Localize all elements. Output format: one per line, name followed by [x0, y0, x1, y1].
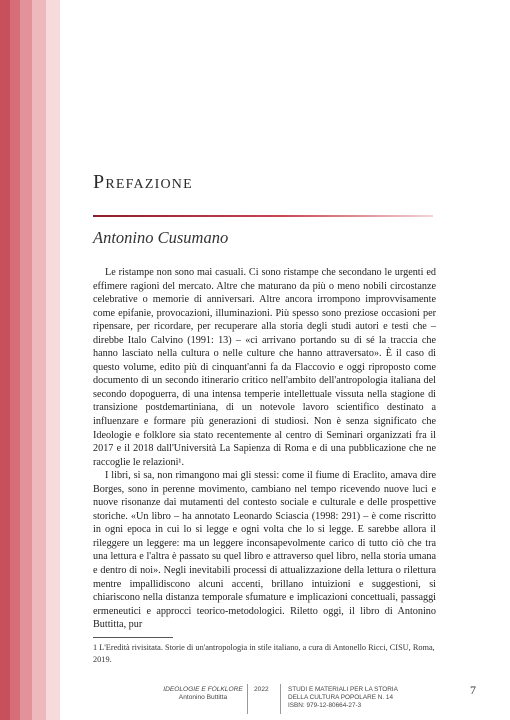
paragraph: I libri, si sa, non rimangono mai gli stessi: come il fiume di Eraclito, amava dire Borges, sono in perenne movimento, cambiano nel tempo ricevendo nuove luci e nuove risonanze dai mutamenti del contesto sociale e culturale e delle prospettive storiche. «Un libro – ha annotato Leonardo Sciascia (1998: 291) – è come riscritto in ogni epoca in cui lo si legge e ogni volta che lo si legge. E sarebbe allora il rileggere un leggere: ma un leggere inconsapevolmente carico di tutto ciò che tra una lettura e l'altra è passato su quel libro e attraverso quel libro, nella storia umana e dentro di noi». Negli inevitabili processi di attualizzazione della lettura o rilettura mentre impallidiscono alcuni accenti, brillano intuizioni e suggestioni, si chiariscono nella distanza temporale sfumature e implicazioni concettuali, passaggi ermeneutici e approcci teorico-metodologici. Riletto oggi, il libro di Antonino Buttitta, pur	[93, 470, 436, 631]
footer-book-author: Antonino Buttitta	[178, 694, 228, 701]
chapter-title: Prefazione	[93, 171, 193, 193]
footer-series-line: DELLA CULTURA POPOLARE N. 14	[288, 694, 394, 701]
decorative-stripe-5	[46, 0, 60, 720]
title-rule	[93, 215, 433, 217]
footer-series-info	[288, 686, 408, 710]
footer-divider	[247, 684, 248, 714]
footer-year: 2022	[254, 686, 269, 693]
decorative-stripe-1	[0, 0, 10, 720]
author-name: Antonino Cusumano	[93, 228, 229, 247]
decorative-stripe-2	[10, 0, 20, 720]
footer-divider	[280, 684, 281, 714]
decorative-stripe-3	[20, 0, 32, 720]
decorative-stripe-4	[32, 0, 46, 720]
paragraph: Le ristampe non sono mai casuali. Ci sono ristampe che secondano le urgenti ed effimere ragioni del mercato. Altre che maturano da più o meno nobili circostanze celebrative o memorie di anniversari. Altre ancora irrompono improvvisamente come epifanie, provocazioni, illuminazioni. Più spesso sono preziose occasioni per ripensare, per ricordare, per recuperare alla storia degli studi autori e testi che – direbbe Italo Calvino (1991: 13) – «ci arrivano portando su di sé la traccia che hanno lasciato nella cultura o nelle culture che hanno attraversato». È il caso di questo volume, edito più di cinquant'anni fa da Flaccovio e oggi riproposto come documento di un secondo itinerario critico nell'ambito dell'antropologia italiana del secondo dopoguerra, di una intensa temperie intellettuale vissuta nella stagione di transizione postdemartiniana, di un notevole lavoro scientifico destinato a influenzare e formare più generazioni di studiosi. Non è senza significato che Ideologie e folklore sia stato recentemente al centro di Seminari organizzati fra il 2017 e il 2018 dall'Università La Sapienza di Roma e di una pubblicazione che ne raccoglie le relazioni¹.	[93, 267, 436, 468]
footer-book-info	[160, 686, 246, 702]
footnote: 1 L'Eredità rivisitata. Storie di un'antropologia in stile italiano, a cura di Antonello Ricci, CISU, Roma, 2019.	[93, 643, 435, 664]
footer-isbn: ISBN: 979-12-80664-27-3	[288, 702, 362, 709]
footer-book-title: IDEOLOGIE E FOLKLORE	[163, 686, 243, 693]
footer-series-line: STUDI E MATERIALI PER LA STORIA	[288, 686, 398, 693]
footnote-rule	[93, 637, 173, 638]
page-number: 7	[470, 683, 476, 697]
body-text	[93, 266, 436, 632]
